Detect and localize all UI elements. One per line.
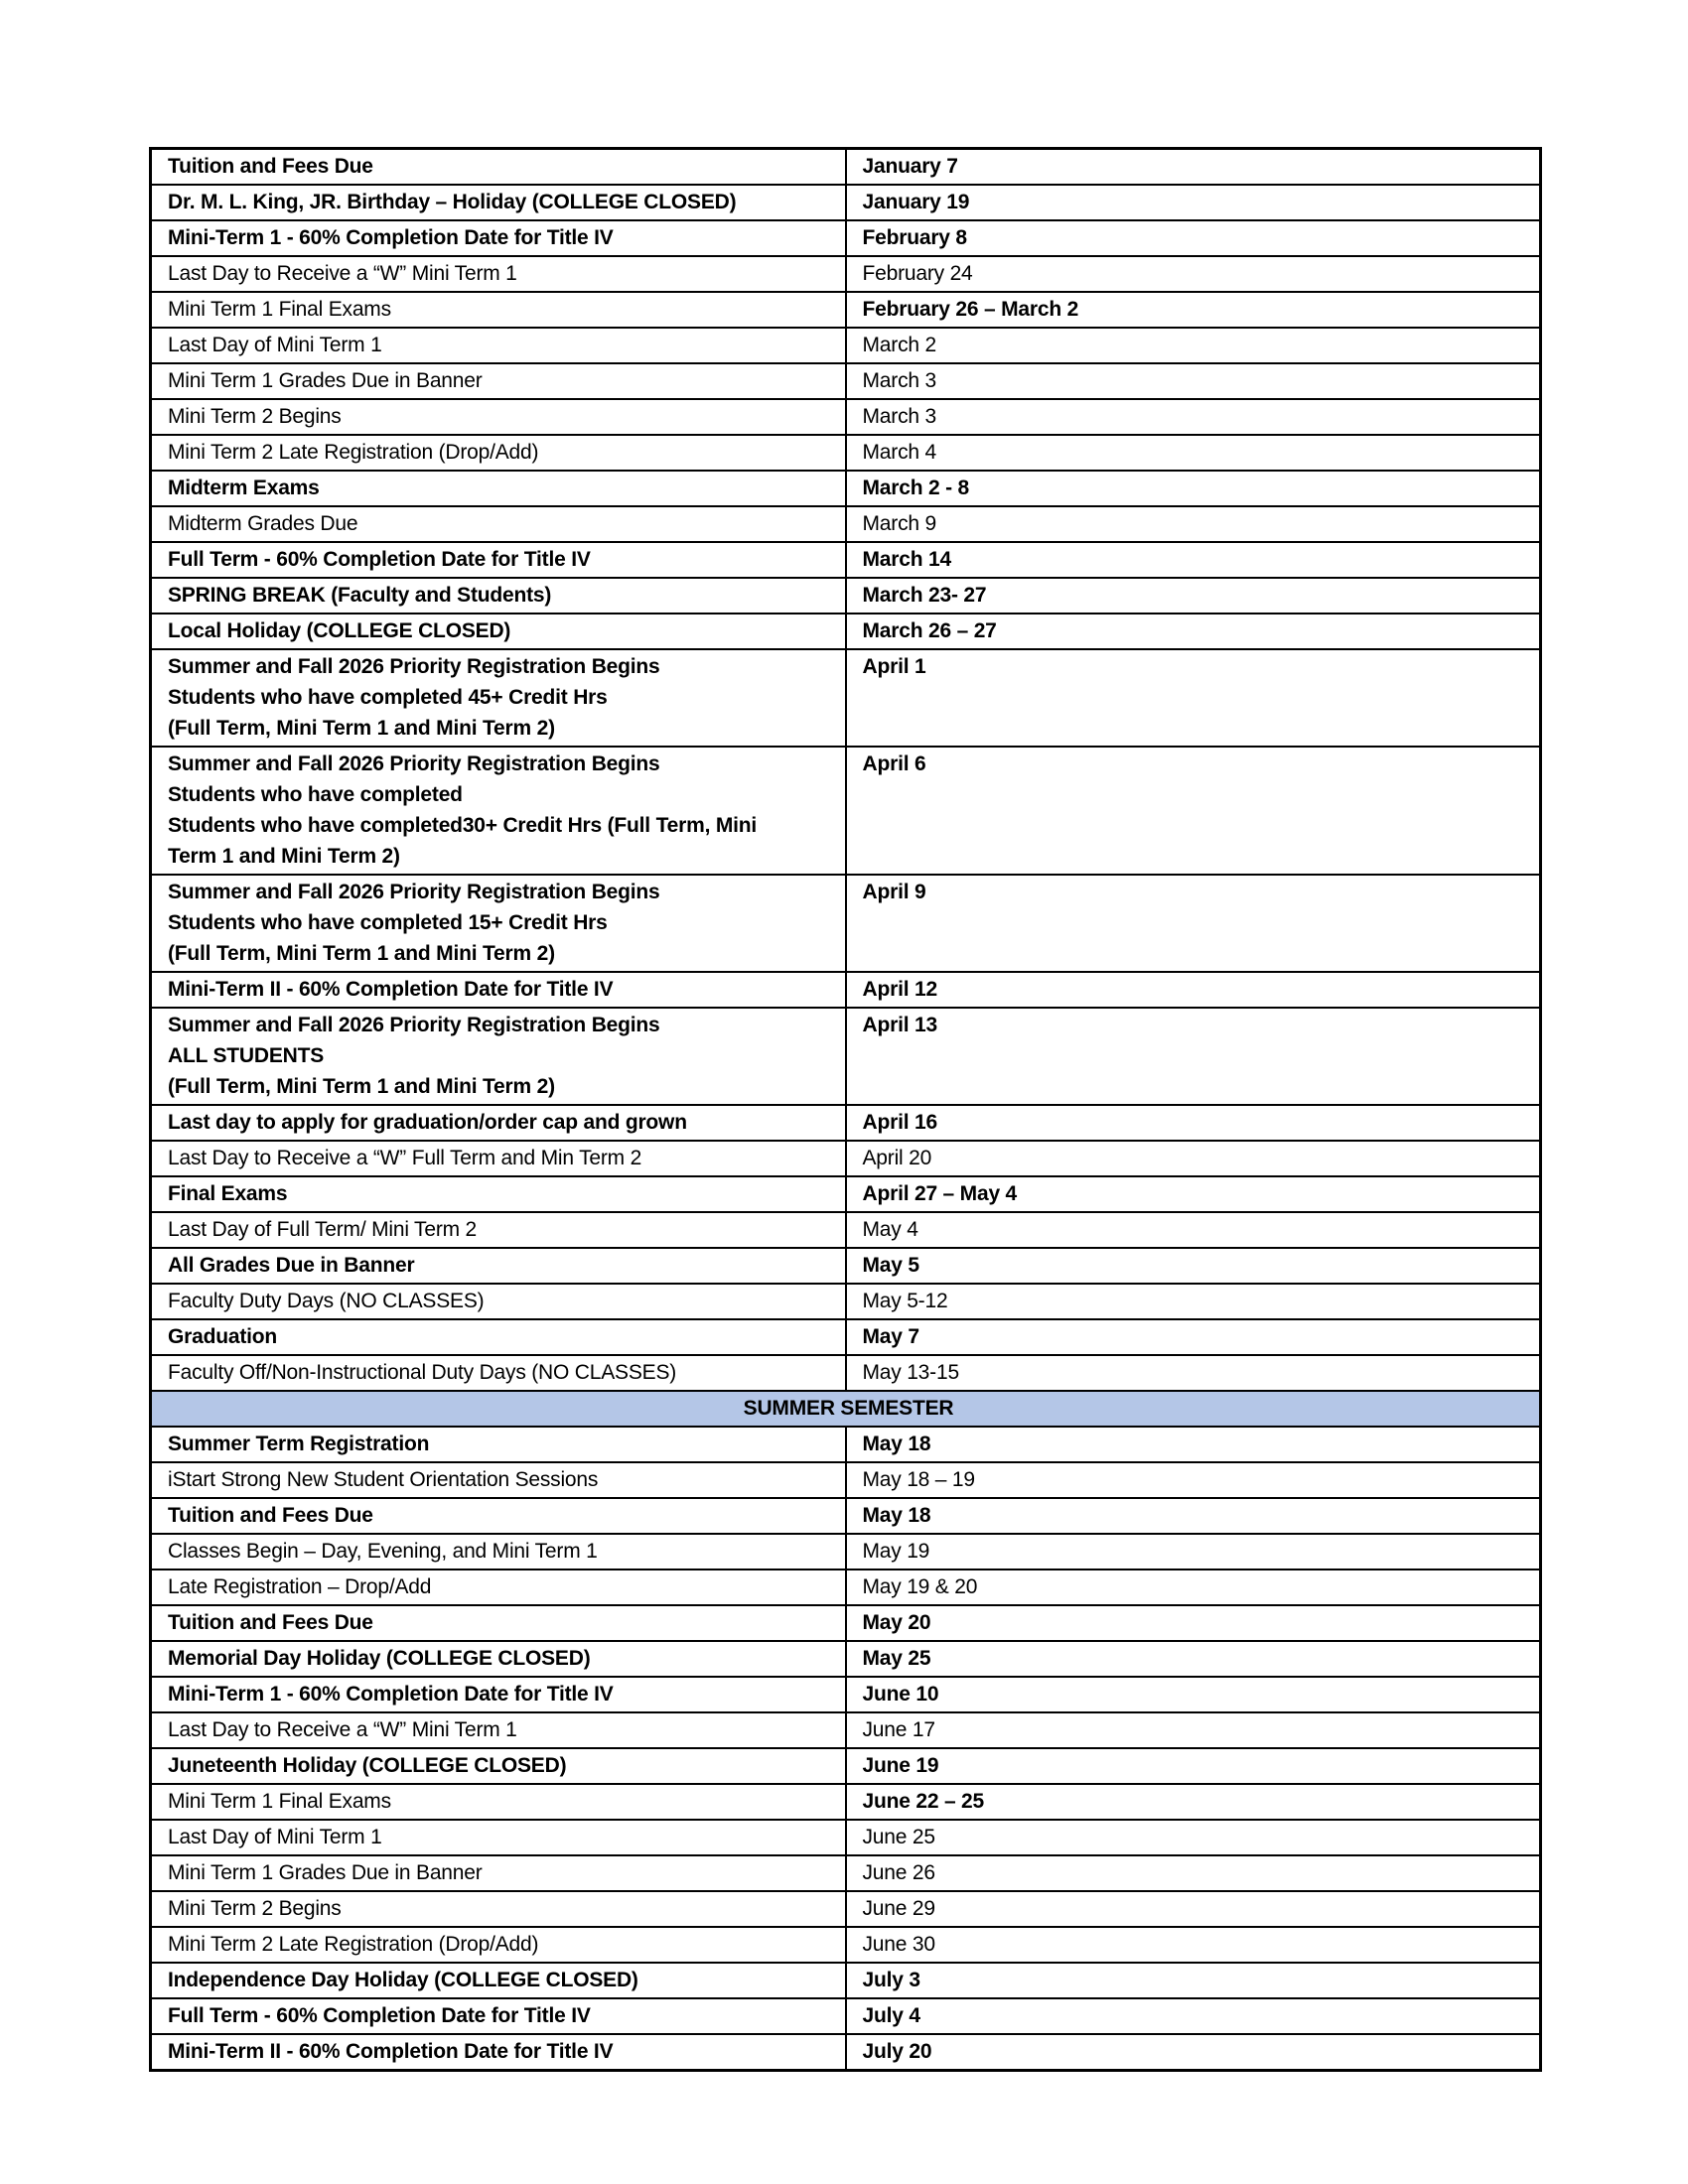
date-cell: June 19 — [846, 1748, 1541, 1784]
event-text-line: Faculty Off/Non-Instructional Duty Days (NO CLASSES) — [168, 1361, 677, 1384]
event-cell — [151, 972, 846, 1008]
table-row — [151, 1319, 1541, 1355]
event-cell — [151, 1748, 846, 1784]
event-text-line: Late Registration – Drop/Add — [168, 1575, 432, 1598]
event-text-line: Last Day to Receive a “W” Mini Term 1 — [168, 1718, 517, 1741]
event-text-line: ALL STUDENTS — [168, 1044, 325, 1067]
event-text-line: All Grades Due in Banner — [168, 1254, 415, 1277]
date-cell: July 3 — [846, 1963, 1541, 1998]
date-cell: May 5 — [846, 1248, 1541, 1284]
date-cell: July 4 — [846, 1998, 1541, 2034]
event-text-line: iStart Strong New Student Orientation Sessions — [168, 1468, 599, 1491]
event-text-line: Last Day of Mini Term 1 — [168, 334, 382, 356]
event-text-line: Mini-Term 1 - 60% Completion Date for Title IV — [168, 226, 614, 249]
event-cell — [151, 1677, 846, 1712]
table-row — [151, 328, 1541, 363]
event-text-line: Students who have completed 15+ Credit Hrs — [168, 911, 608, 934]
date-cell: July 20 — [846, 2034, 1541, 2071]
date-cell: May 7 — [846, 1319, 1541, 1355]
date-cell: January 7 — [846, 149, 1541, 186]
date-cell: May 19 & 20 — [846, 1570, 1541, 1605]
event-text-line: Mini Term 1 Grades Due in Banner — [168, 1861, 483, 1884]
event-text-line: Final Exams — [168, 1182, 288, 1205]
date-cell: May 20 — [846, 1605, 1541, 1641]
date-cell: May 5-12 — [846, 1284, 1541, 1319]
event-text-line: Summer and Fall 2026 Priority Registration Begins — [168, 752, 660, 775]
event-cell — [151, 1605, 846, 1641]
event-text-line: Term 1 and Mini Term 2) — [168, 845, 400, 868]
event-cell — [151, 1712, 846, 1748]
table-row — [151, 185, 1541, 220]
table-row — [151, 399, 1541, 435]
event-cell — [151, 1820, 846, 1855]
date-cell: May 13-15 — [846, 1355, 1541, 1391]
event-cell — [151, 506, 846, 542]
event-text-line: Summer and Fall 2026 Priority Registration Begins — [168, 1014, 660, 1036]
event-text-line: Midterm Grades Due — [168, 512, 358, 535]
event-text-line: (Full Term, Mini Term 1 and Mini Term 2) — [168, 717, 555, 740]
event-text-line: Mini Term 2 Begins — [168, 1897, 342, 1920]
table-row — [151, 1927, 1541, 1963]
event-text-line: Dr. M. L. King, JR. Birthday – Holiday (COLLEGE CLOSED) — [168, 191, 737, 213]
date-cell: April 6 — [846, 747, 1541, 875]
date-cell: June 30 — [846, 1927, 1541, 1963]
table-row — [151, 747, 1541, 875]
event-text-line: Tuition and Fees Due — [168, 155, 373, 178]
date-cell: March 23- 27 — [846, 578, 1541, 614]
event-text-line: (Full Term, Mini Term 1 and Mini Term 2) — [168, 942, 555, 965]
event-text-line: Full Term - 60% Completion Date for Title IV — [168, 2004, 591, 2027]
event-text-line: Summer and Fall 2026 Priority Registration Begins — [168, 655, 660, 678]
event-text-line: Tuition and Fees Due — [168, 1611, 373, 1634]
event-cell — [151, 1141, 846, 1176]
table-row — [151, 875, 1541, 972]
event-cell — [151, 1784, 846, 1820]
event-text-line: Mini Term 2 Late Registration (Drop/Add) — [168, 1933, 539, 1956]
table-row — [151, 292, 1541, 328]
date-cell: May 18 — [846, 1427, 1541, 1462]
table-row — [151, 1963, 1541, 1998]
event-cell — [151, 220, 846, 256]
event-cell — [151, 1998, 846, 2034]
date-cell: May 25 — [846, 1641, 1541, 1677]
date-cell: March 3 — [846, 399, 1541, 435]
event-cell — [151, 1498, 846, 1534]
event-cell — [151, 578, 846, 614]
date-cell: March 9 — [846, 506, 1541, 542]
date-cell: February 24 — [846, 256, 1541, 292]
event-cell — [151, 1963, 846, 1998]
event-cell — [151, 149, 846, 186]
event-cell — [151, 435, 846, 471]
event-cell — [151, 1427, 846, 1462]
table-row — [151, 1820, 1541, 1855]
section-header-row — [151, 1391, 1541, 1427]
date-cell: June 25 — [846, 1820, 1541, 1855]
event-text-line: Juneteenth Holiday (COLLEGE CLOSED) — [168, 1754, 567, 1777]
event-text-line: Last Day to Receive a “W” Mini Term 1 — [168, 262, 517, 285]
date-cell: April 13 — [846, 1008, 1541, 1105]
table-row — [151, 1677, 1541, 1712]
event-cell — [151, 542, 846, 578]
event-text-line: Last day to apply for graduation/order cap and grown — [168, 1111, 687, 1134]
event-cell — [151, 1855, 846, 1891]
table-row — [151, 363, 1541, 399]
table-row — [151, 1570, 1541, 1605]
table-row — [151, 220, 1541, 256]
table-row — [151, 1284, 1541, 1319]
date-cell: April 16 — [846, 1105, 1541, 1141]
date-cell: March 4 — [846, 435, 1541, 471]
table-row — [151, 1141, 1541, 1176]
table-row — [151, 506, 1541, 542]
table-row — [151, 435, 1541, 471]
event-cell — [151, 1008, 846, 1105]
table-row — [151, 1998, 1541, 2034]
event-text-line: Last Day of Mini Term 1 — [168, 1826, 382, 1848]
event-cell — [151, 1355, 846, 1391]
date-cell: March 2 — [846, 328, 1541, 363]
event-cell — [151, 1570, 846, 1605]
event-text-line: Students who have completed30+ Credit Hrs (Full Term, Mini — [168, 814, 758, 837]
table-row — [151, 1748, 1541, 1784]
section-header-label: SUMMER SEMESTER — [151, 1391, 1541, 1427]
table-row — [151, 256, 1541, 292]
event-cell — [151, 256, 846, 292]
event-text-line: Mini-Term 1 - 60% Completion Date for Title IV — [168, 1683, 614, 1706]
table-row — [151, 471, 1541, 506]
event-cell — [151, 747, 846, 875]
table-row — [151, 1855, 1541, 1891]
table-row — [151, 1462, 1541, 1498]
date-cell: June 22 – 25 — [846, 1784, 1541, 1820]
event-text-line: Graduation — [168, 1325, 278, 1348]
table-row — [151, 149, 1541, 186]
event-text-line: SPRING BREAK (Faculty and Students) — [168, 584, 552, 607]
event-text-line: (Full Term, Mini Term 1 and Mini Term 2) — [168, 1075, 555, 1098]
event-text-line: Classes Begin – Day, Evening, and Mini Term 1 — [168, 1540, 598, 1563]
event-cell — [151, 328, 846, 363]
event-cell — [151, 1891, 846, 1927]
event-cell — [151, 1534, 846, 1570]
date-cell: April 1 — [846, 649, 1541, 747]
event-cell — [151, 1248, 846, 1284]
date-cell: March 3 — [846, 363, 1541, 399]
date-cell: March 2 - 8 — [846, 471, 1541, 506]
event-text-line: Mini Term 1 Final Exams — [168, 298, 391, 321]
event-cell — [151, 185, 846, 220]
date-cell: April 20 — [846, 1141, 1541, 1176]
date-cell: June 17 — [846, 1712, 1541, 1748]
event-text-line: Mini Term 2 Late Registration (Drop/Add) — [168, 441, 539, 464]
academic-calendar-table — [149, 147, 1542, 2072]
event-text-line: Last Day to Receive a “W” Full Term and Min Term 2 — [168, 1147, 642, 1169]
event-cell — [151, 2034, 846, 2071]
event-cell — [151, 1319, 846, 1355]
table-row — [151, 1176, 1541, 1212]
event-text-line: Mini-Term II - 60% Completion Date for Title IV — [168, 2040, 614, 2063]
table-row — [151, 1427, 1541, 1462]
table-row — [151, 578, 1541, 614]
calendar-table-body — [151, 149, 1541, 2071]
table-row — [151, 1784, 1541, 1820]
event-cell — [151, 1927, 846, 1963]
date-cell: February 26 – March 2 — [846, 292, 1541, 328]
date-cell: June 26 — [846, 1855, 1541, 1891]
event-text-line: Mini Term 1 Final Exams — [168, 1790, 391, 1813]
event-cell — [151, 1462, 846, 1498]
event-text-line: Mini Term 1 Grades Due in Banner — [168, 369, 483, 392]
date-cell: March 14 — [846, 542, 1541, 578]
table-row — [151, 1641, 1541, 1677]
table-row — [151, 1355, 1541, 1391]
event-text-line: Last Day of Full Term/ Mini Term 2 — [168, 1218, 478, 1241]
table-row — [151, 1605, 1541, 1641]
date-cell: April 12 — [846, 972, 1541, 1008]
event-text-line: Students who have completed 45+ Credit Hrs — [168, 686, 608, 709]
event-cell — [151, 614, 846, 649]
event-text-line: Mini Term 2 Begins — [168, 405, 342, 428]
event-text-line: Memorial Day Holiday (COLLEGE CLOSED) — [168, 1647, 591, 1670]
event-cell — [151, 649, 846, 747]
event-cell — [151, 399, 846, 435]
table-row — [151, 542, 1541, 578]
event-text-line: Tuition and Fees Due — [168, 1504, 373, 1527]
event-cell — [151, 875, 846, 972]
event-text-line: Local Holiday (COLLEGE CLOSED) — [168, 619, 511, 642]
date-cell: May 4 — [846, 1212, 1541, 1248]
table-row — [151, 649, 1541, 747]
table-row — [151, 2034, 1541, 2071]
date-cell: April 27 – May 4 — [846, 1176, 1541, 1212]
table-row — [151, 1212, 1541, 1248]
event-cell — [151, 1105, 846, 1141]
date-cell: May 18 — [846, 1498, 1541, 1534]
date-cell: May 19 — [846, 1534, 1541, 1570]
date-cell: April 9 — [846, 875, 1541, 972]
date-cell: February 8 — [846, 220, 1541, 256]
table-row — [151, 972, 1541, 1008]
table-row — [151, 1248, 1541, 1284]
event-text-line: Faculty Duty Days (NO CLASSES) — [168, 1290, 485, 1312]
table-row — [151, 1712, 1541, 1748]
event-text-line: Midterm Exams — [168, 477, 320, 499]
table-row — [151, 614, 1541, 649]
event-text-line: Full Term - 60% Completion Date for Title IV — [168, 548, 591, 571]
table-row — [151, 1891, 1541, 1927]
event-text-line: Mini-Term II - 60% Completion Date for Title IV — [168, 978, 614, 1001]
date-cell: March 26 – 27 — [846, 614, 1541, 649]
event-text-line: Summer Term Registration — [168, 1433, 430, 1455]
table-row — [151, 1534, 1541, 1570]
event-text-line: Summer and Fall 2026 Priority Registration Begins — [168, 881, 660, 903]
table-row — [151, 1105, 1541, 1141]
event-cell — [151, 471, 846, 506]
date-cell: June 29 — [846, 1891, 1541, 1927]
date-cell: June 10 — [846, 1677, 1541, 1712]
event-text-line: Independence Day Holiday (COLLEGE CLOSED) — [168, 1969, 638, 1991]
date-cell: January 19 — [846, 185, 1541, 220]
table-row — [151, 1008, 1541, 1105]
event-cell — [151, 1176, 846, 1212]
event-cell — [151, 1284, 846, 1319]
event-text-line: Students who have completed — [168, 783, 463, 806]
event-cell — [151, 1212, 846, 1248]
event-cell — [151, 1641, 846, 1677]
date-cell: May 18 – 19 — [846, 1462, 1541, 1498]
event-cell — [151, 292, 846, 328]
table-row — [151, 1498, 1541, 1534]
event-cell — [151, 363, 846, 399]
